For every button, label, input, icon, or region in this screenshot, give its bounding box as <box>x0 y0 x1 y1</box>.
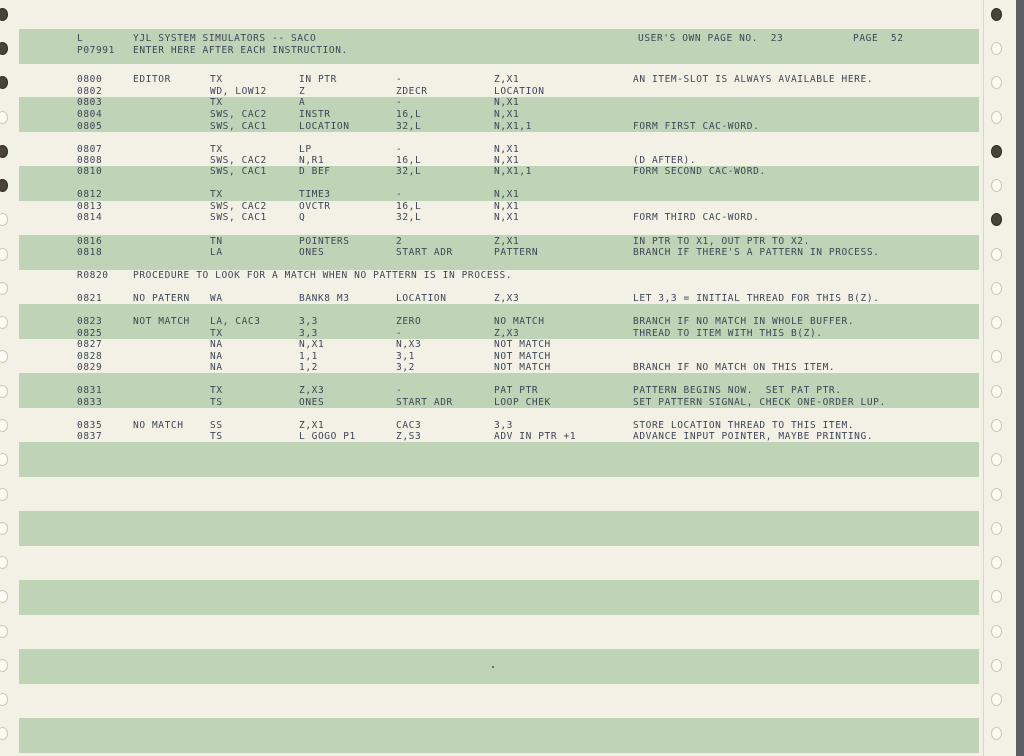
listing-cm: (D AFTER). <box>633 155 697 166</box>
listing-a3: Z,X1 <box>494 74 520 85</box>
listing-a1: POINTERS <box>299 236 350 247</box>
listing-a3: Z,X3 <box>494 328 520 339</box>
listing-line <box>0 339 1000 351</box>
header-line <box>0 33 1000 45</box>
listing-num: 0831 <box>77 385 103 396</box>
listing-op: TN <box>210 236 223 247</box>
listing-op: TS <box>210 431 223 442</box>
listing-cm: FORM FIRST CAC-WORD. <box>633 121 760 132</box>
listing-a3: Z,X1 <box>494 236 520 247</box>
listing-a1: BANK8 M3 <box>299 293 350 304</box>
listing-line <box>0 189 1000 201</box>
listing-num: 0802 <box>77 86 103 97</box>
listing-op: SWS, CAC2 <box>210 109 267 120</box>
listing-num: 0816 <box>77 236 103 247</box>
listing-num: 0810 <box>77 166 103 177</box>
listing-op: SWS, CAC1 <box>210 212 267 223</box>
listing-lab: ENTER HERE AFTER EACH INSTRUCTION. <box>133 45 348 56</box>
listing-op: SS <box>210 420 223 431</box>
header-user-page: USER'S OWN PAGE NO. 23 <box>638 33 784 44</box>
listing-a2: - <box>396 97 403 108</box>
green-band <box>19 718 979 753</box>
listing-line <box>0 385 1000 397</box>
listing-a1: L GOGO P1 <box>299 431 356 442</box>
listing-num: 0825 <box>77 328 103 339</box>
listing-num: 0804 <box>77 109 103 120</box>
listing-a1: N,R1 <box>299 155 325 166</box>
feed-hole-icon <box>0 727 8 740</box>
feed-hole-icon <box>991 693 1002 706</box>
listing-cm: BRANCH IF THERE'S A PATTERN IN PROCESS. <box>633 247 880 258</box>
feed-hole-icon <box>991 556 1002 569</box>
listing-a2: 16,L <box>396 109 422 120</box>
listing-a3: N,X1 <box>494 144 520 155</box>
listing-line <box>0 121 1000 133</box>
listing-a3: N,X1,1 <box>494 166 532 177</box>
listing-lab: NOT MATCH <box>133 316 190 327</box>
listing-line <box>0 166 1000 178</box>
listing-a1: INSTR <box>299 109 331 120</box>
listing-num: P07991 <box>77 45 115 56</box>
listing-op: NA <box>210 351 223 362</box>
listing-lab: NO PATERN <box>133 293 190 304</box>
listing-a1: N,X1 <box>299 339 325 350</box>
listing-op: TX <box>210 144 223 155</box>
feed-hole-icon <box>991 625 1002 638</box>
listing-num: 0837 <box>77 431 103 442</box>
listing-cm: BRANCH IF NO MATCH ON THIS ITEM. <box>633 362 836 373</box>
listing-a3: NOT MATCH <box>494 351 551 362</box>
listing-lab: NO MATCH <box>133 420 184 431</box>
listing-a2: 3,1 <box>396 351 415 362</box>
green-band <box>19 580 979 615</box>
listing-num: 0821 <box>77 293 103 304</box>
feed-hole-icon <box>991 488 1002 501</box>
listing-a1: TIME3 <box>299 189 331 200</box>
listing-a1: IN PTR <box>299 74 337 85</box>
listing-line <box>0 247 1000 259</box>
listing-a1: 1,2 <box>299 362 318 373</box>
listing-a3: LOOP CHEK <box>494 397 551 408</box>
listing-a1: OVCTR <box>299 201 331 212</box>
listing-a1: Z,X1 <box>299 420 325 431</box>
listing-a3: NOT MATCH <box>494 362 551 373</box>
green-band <box>19 511 979 546</box>
listing-line <box>0 397 1000 409</box>
listing-lab: EDITOR <box>133 74 171 85</box>
listing-a1: 3,3 <box>299 316 318 327</box>
feed-hole-icon <box>991 590 1002 603</box>
listing-op: TX <box>210 74 223 85</box>
listing-a2: - <box>396 385 403 396</box>
listing-op: WD, LOW12 <box>210 86 267 97</box>
listing-a3: 3,3 <box>494 420 513 431</box>
listing-num: 0823 <box>77 316 103 327</box>
listing-a3: Z,X3 <box>494 293 520 304</box>
listing-op: NA <box>210 362 223 373</box>
listing-num: 0808 <box>77 155 103 166</box>
listing-a3: N,X1 <box>494 109 520 120</box>
listing-a3: N,X1 <box>494 155 520 166</box>
listing-a3: PATTERN <box>494 247 539 258</box>
listing-cm: THREAD TO ITEM WITH THIS B(Z). <box>633 328 823 339</box>
feed-hole-icon <box>0 693 8 706</box>
listing-a3: N,X1 <box>494 201 520 212</box>
listing-cm: BRANCH IF NO MATCH IN WHOLE BUFFER. <box>633 316 855 327</box>
listing-cm: AN ITEM-SLOT IS ALWAYS AVAILABLE HERE. <box>633 74 874 85</box>
feed-hole-icon <box>0 8 8 21</box>
feed-hole-icon <box>991 727 1002 740</box>
listing-a2: START ADR <box>396 397 453 408</box>
feed-hole-icon <box>0 522 8 535</box>
listing-line <box>0 293 1000 305</box>
listing-num: 0803 <box>77 97 103 108</box>
listing-op: SWS, CAC2 <box>210 201 267 212</box>
listing-a2: ZERO <box>396 316 422 327</box>
listing-op: TX <box>210 328 223 339</box>
listing-a1: A <box>299 97 306 108</box>
feed-hole-icon <box>0 659 8 672</box>
listing-op: TX <box>210 97 223 108</box>
feed-hole-icon <box>991 522 1002 535</box>
listing-a1: Z <box>299 86 306 97</box>
listing-a1: 3,3 <box>299 328 318 339</box>
listing-a1: LOCATION <box>299 121 350 132</box>
listing-a2: CAC3 <box>396 420 422 431</box>
feed-hole-icon <box>991 453 1002 466</box>
listing-a3: N,X1 <box>494 97 520 108</box>
listing-a2: 32,L <box>396 166 422 177</box>
listing-num: 0800 <box>77 74 103 85</box>
listing-num: 0827 <box>77 339 103 350</box>
listing-a2: - <box>396 74 403 85</box>
listing-a1: Q <box>299 212 306 223</box>
listing-a3: NO MATCH <box>494 316 545 327</box>
listing-num: 0807 <box>77 144 103 155</box>
listing-a2: LOCATION <box>396 293 447 304</box>
listing-num: 0828 <box>77 351 103 362</box>
page-edge-shadow <box>1016 0 1024 756</box>
listing-a3: NOT MATCH <box>494 339 551 350</box>
listing-num: 0833 <box>77 397 103 408</box>
feed-hole-icon <box>0 590 8 603</box>
listing-num: 0829 <box>77 362 103 373</box>
listing-op: TX <box>210 385 223 396</box>
feed-hole-icon <box>0 556 8 569</box>
listing-cm: IN PTR TO X1, OUT PTR TO X2. <box>633 236 810 247</box>
listing-op: WA <box>210 293 223 304</box>
listing-a2: 2 <box>396 236 403 247</box>
header-mark: L <box>77 33 84 44</box>
listing-line <box>0 109 1000 121</box>
listing-op: SWS, CAC1 <box>210 166 267 177</box>
feed-hole-icon <box>0 625 8 638</box>
listing-cm: SET PATTERN SIGNAL, CHECK ONE-ORDER LUP. <box>633 397 886 408</box>
listing-a1: 1,1 <box>299 351 318 362</box>
listing-a3: N,X1 <box>494 189 520 200</box>
listing-a2: - <box>396 189 403 200</box>
ink-speck <box>492 666 494 668</box>
listing-num: 0813 <box>77 201 103 212</box>
listing-op: SWS, CAC2 <box>210 155 267 166</box>
listing-a3: N,X1 <box>494 212 520 223</box>
green-band <box>19 442 979 477</box>
listing-op: LA <box>210 247 223 258</box>
listing-num: 0812 <box>77 189 103 200</box>
listing-op: TX <box>210 189 223 200</box>
listing-num: 0835 <box>77 420 103 431</box>
listing-cm: STORE LOCATION THREAD TO THIS ITEM. <box>633 420 855 431</box>
listing-a2: 3,2 <box>396 362 415 373</box>
listing-a2: - <box>396 328 403 339</box>
listing-cm: PATTERN BEGINS NOW. SET PAT PTR. <box>633 385 842 396</box>
listing-num: 0818 <box>77 247 103 258</box>
listing-a2: 32,L <box>396 121 422 132</box>
listing-a1: ONES <box>299 397 325 408</box>
listing-a3: PAT PTR <box>494 385 539 396</box>
listing-a2: 16,L <box>396 201 422 212</box>
listing-a3: N,X1,1 <box>494 121 532 132</box>
listing-num: 0814 <box>77 212 103 223</box>
listing-op: LA, CAC3 <box>210 316 261 327</box>
listing-num: 0805 <box>77 121 103 132</box>
listing-a1: Z,X3 <box>299 385 325 396</box>
listing-a3: LOCATION <box>494 86 545 97</box>
listing-line <box>0 45 1000 57</box>
listing-a2: Z,S3 <box>396 431 422 442</box>
listing-a1: LP <box>299 144 312 155</box>
feed-hole-icon <box>991 8 1002 21</box>
listing-cm: LET 3,3 = INITIAL THREAD FOR THIS B(Z). <box>633 293 880 304</box>
listing-num: R0820 <box>77 270 109 281</box>
feed-hole-icon <box>0 453 8 466</box>
listing-a2: ZDECR <box>396 86 428 97</box>
listing-cm: FORM SECOND CAC-WORD. <box>633 166 766 177</box>
listing-line <box>0 316 1000 328</box>
listing-line <box>0 97 1000 109</box>
listing-a3: ADV IN PTR +1 <box>494 431 577 442</box>
header-title: YJL SYSTEM SIMULATORS -- SACO <box>133 33 317 44</box>
header-page-number: PAGE 52 <box>853 33 904 44</box>
listing-a2: N,X3 <box>396 339 422 350</box>
listing-line <box>0 362 1000 374</box>
feed-hole-icon <box>0 488 8 501</box>
listing-a1: ONES <box>299 247 325 258</box>
feed-hole-icon <box>991 659 1002 672</box>
listing-line <box>0 270 1000 282</box>
listing-op: SWS, CAC1 <box>210 121 267 132</box>
listing-op: TS <box>210 397 223 408</box>
listing-line <box>0 212 1000 224</box>
listing-a1: D BEF <box>299 166 331 177</box>
listing-line <box>0 431 1000 443</box>
listing-op: NA <box>210 339 223 350</box>
listing-line <box>0 74 1000 86</box>
listing-cm: ADVANCE INPUT POINTER, MAYBE PRINTING. <box>633 431 874 442</box>
listing-a2: - <box>396 144 403 155</box>
listing-lab: PROCEDURE TO LOOK FOR A MATCH WHEN NO PATTERN IS IN PROCESS. <box>133 270 513 281</box>
listing-a2: 16,L <box>396 155 422 166</box>
listing-cm: FORM THIRD CAC-WORD. <box>633 212 760 223</box>
listing-a2: 32,L <box>396 212 422 223</box>
listing-a2: START ADR <box>396 247 453 258</box>
green-band <box>19 649 979 684</box>
